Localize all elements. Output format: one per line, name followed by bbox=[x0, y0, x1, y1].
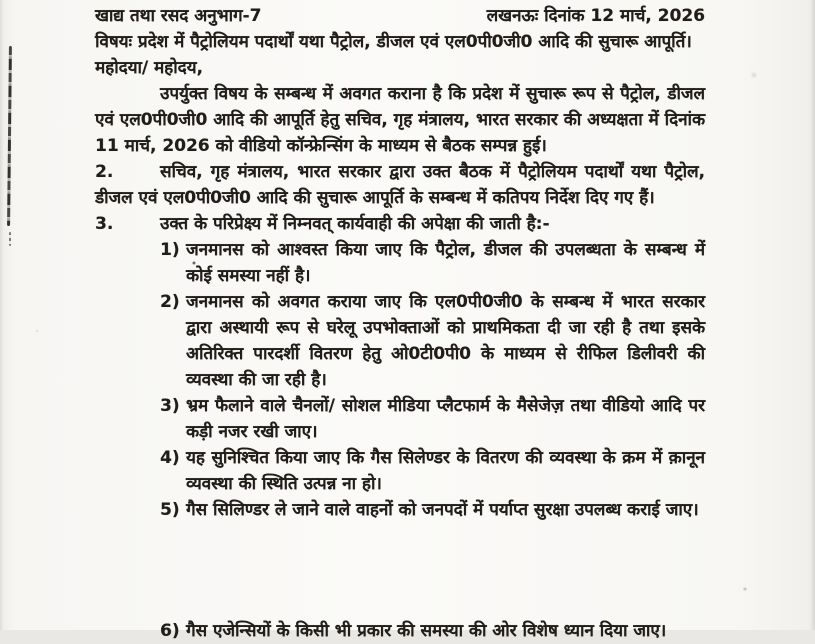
list-item-6-marker: 6) bbox=[160, 621, 180, 641]
list-item-4 bbox=[160, 445, 705, 497]
paragraph-2 bbox=[95, 159, 705, 211]
list-item-1-text: जनमानस को आश्वस्त किया जाए कि पैट्रोल, डीजल की उपलब्धता के सम्बन्ध में कोई समस्या नहीं है। bbox=[186, 240, 705, 286]
place-date-label: लखनऊः दिनांक 12 मार्च, 2026 bbox=[486, 6, 705, 26]
list-item-3-marker: 3) bbox=[160, 396, 180, 416]
list-item-6-cutoff bbox=[160, 618, 705, 644]
paragraph-3-text: उक्त के परिप्रेक्ष्य में निम्नवत् कार्यवाही की अपेक्षा की जाती है:- bbox=[160, 214, 550, 234]
department-section-label: खाद्य तथा रसद अनुभाग-7 bbox=[95, 6, 262, 26]
list-item-4-marker: 4) bbox=[160, 448, 180, 468]
subject-line: विषयः प्रदेश में पैट्रोलियम पदार्थों यथा पैट्रोल, डीजल एवं एल0पी0जी0 आदि की सुचारू आपूर्ति। bbox=[95, 32, 692, 52]
paragraph-3 bbox=[95, 211, 705, 237]
list-item-2-marker: 2) bbox=[160, 292, 180, 312]
list-item-5-text: गैस सिलिण्डर ले जाने वाले वाहनों को जनपदों में पर्याप्त सुरक्षा उपलब्ध कराई जाए। bbox=[186, 500, 699, 520]
list-item-5-marker: 5) bbox=[160, 500, 180, 520]
paragraph-1: उपर्युक्त विषय के सम्बन्ध में अवगत कराना है कि प्रदेश में सुचारू रूप से पैट्रोल, डीजल एवं एल0पी0जी0 आदि की आपूर्ति हेतु सचिव, गृह मंत्रालय, भारत सरकार की अध्यक्षता में दिनांक 11 मार्च, 2026 को वीडियो कॉन्फ्रेन्सिंग के माध्यम से बैठक सम्पन्न हुई। bbox=[95, 84, 705, 156]
list-item-3 bbox=[160, 393, 705, 445]
paragraph-2-text: सचिव, गृह मंत्रालय, भारत सरकार द्वारा उक्त बैठक में पैट्रोलियम पदार्थों यथा पैट्रोल, डीजल एवं एल0पी0जी0 आदि की सुचारू आपूर्ति के सम्बन्ध में कतिपय निर्देश दिए गए हैं। bbox=[95, 162, 705, 208]
list-item-2-text: जनमानस को अवगत कराया जाए कि एल0पी0जी0 के सम्बन्ध में भारत सरकार द्वारा अस्थायी रूप से घरेलू उपभोक्ताओं को प्राथमिकता दी जा रही है तथा इसके अतिरिक्त पारदर्शी वितरण हेतु ओ0टी0पी0 के माध्यम से रीफिल डिलीवरी की व्यवस्था की जा रही है। bbox=[186, 292, 705, 390]
paragraph-3-number: 3. bbox=[95, 214, 114, 234]
list-item-4-text: यह सुनिश्चित किया जाए कि गैस सिलेण्डर के वितरण की व्यवस्था के क्रम में क़ानून व्यवस्था की स्थिति उत्पन्न ना हो। bbox=[186, 448, 705, 494]
paragraph-2-number: 2. bbox=[95, 162, 114, 182]
list-item-2 bbox=[160, 289, 705, 393]
list-item-1-marker: 1) bbox=[160, 240, 180, 260]
list-item-1 bbox=[160, 237, 705, 289]
list-item-6-text: गैस एजेन्सियों के किसी भी प्रकार की समस्या की ओर विशेष ध्यान दिया जाए। bbox=[186, 621, 667, 641]
directive-list bbox=[160, 237, 705, 523]
list-item-5 bbox=[160, 497, 705, 523]
list-item-3-text: भ्रम फैलाने वाले चैनलों/ सोशल मीडिया प्लैटफार्म के मैसेजेज़ तथा वीडियो आदि पर कड़ी नजर रखी जाए। bbox=[186, 396, 705, 442]
salutation: महोदया/ महोदय, bbox=[95, 58, 203, 78]
letter-header-row bbox=[95, 3, 705, 29]
